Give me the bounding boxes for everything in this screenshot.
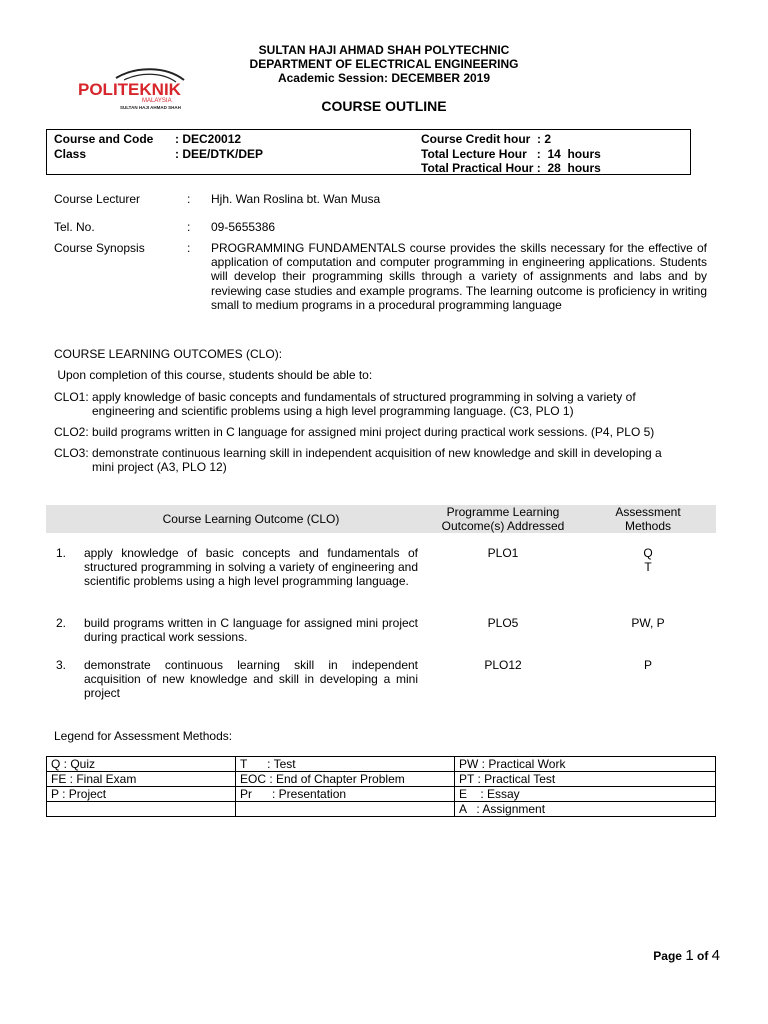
row3-plo: PLO12 xyxy=(484,658,522,672)
legend-cell: Pr : Presentation xyxy=(236,787,455,802)
row2-assessment: PW, P xyxy=(631,616,665,630)
legend-row xyxy=(47,787,716,802)
lecturer-label: Course Lecturer xyxy=(54,192,141,206)
row2-plo: PLO5 xyxy=(487,616,519,630)
header-clo: Course Learning Outcome (CLO) xyxy=(162,512,340,526)
row2-number: 2. xyxy=(56,616,67,630)
legend-cell: FE : Final Exam xyxy=(47,772,236,787)
row3-number: 3. xyxy=(56,658,67,672)
page-current: 1 xyxy=(685,947,694,964)
synopsis-label: Course Synopsis xyxy=(54,241,145,255)
tel-value: 09-5655386 xyxy=(211,220,276,234)
row1-text: apply knowledge of basic concepts and fundamentals of structured programming in solving a variety of engineering and scientific problems using a high level programming language. xyxy=(84,546,418,589)
row2-text: build programs written in C language for assigned mini project during practical work sessions. xyxy=(84,616,418,645)
academic-session: Academic Session: DECEMBER 2019 xyxy=(277,71,491,85)
legend-row xyxy=(47,802,716,817)
legend-cell: E : Essay xyxy=(455,787,716,802)
course-info-box xyxy=(46,129,691,175)
legend-cell: P : Project xyxy=(47,787,236,802)
row1-assessment-2: T xyxy=(644,560,652,574)
row3-text: demonstrate continuous learning skill in independent acquisition of new knowledge and skill in developing a mini project xyxy=(84,658,418,701)
lecture-hour: Total Lecture Hour : 14 hours xyxy=(421,147,601,161)
logo-subtitle: SULTAN HAJI AHMAD SHAH xyxy=(120,105,181,110)
legend-cell: EOC : End of Chapter Problem xyxy=(236,772,455,787)
header-plo-line1: Programme Learning xyxy=(446,505,560,519)
class-value: : DEE/DTK/DEP xyxy=(175,147,264,161)
legend-title: Legend for Assessment Methods: xyxy=(54,729,233,743)
synopsis-colon: : xyxy=(187,241,191,255)
clo3-line2: mini project (A3, PLO 12) xyxy=(92,460,227,474)
legend-row xyxy=(47,757,716,772)
legend-table xyxy=(46,756,716,817)
clo-intro: Upon completion of this course, students should be able to: xyxy=(54,368,373,382)
clo-table-header xyxy=(46,505,716,533)
logo-name: POLITEKNIK xyxy=(78,80,181,99)
logo-country: MALAYSIA xyxy=(142,98,172,104)
lecturer-colon: : xyxy=(187,192,191,206)
class-label: Class xyxy=(54,147,87,161)
clo-heading: COURSE LEARNING OUTCOMES (CLO): xyxy=(54,347,283,361)
header-plo-line2: Outcome(s) Addressed xyxy=(441,519,565,533)
politeknik-logo xyxy=(76,64,204,112)
clo2-line: CLO2: build programs written in C language for assigned mini project during practical work sessions. (P4, PLO 5) xyxy=(54,425,655,439)
legend-cell xyxy=(47,802,236,817)
lecturer-value: Hjh. Wan Roslina bt. Wan Musa xyxy=(211,192,381,206)
practical-hour: Total Practical Hour : 28 hours xyxy=(421,161,601,175)
legend-cell: PT : Practical Test xyxy=(455,772,716,787)
of-word: of xyxy=(693,949,712,963)
row3-assessment: P xyxy=(643,658,652,672)
header-am-line1: Assessment xyxy=(615,505,681,519)
page-title: COURSE OUTLINE xyxy=(321,98,447,114)
row1-plo: PLO1 xyxy=(487,546,519,560)
clo3-line1: CLO3: demonstrate continuous learning skill in independent acquisition of new knowledge and skill in developing a xyxy=(54,446,662,460)
department-name: DEPARTMENT OF ELECTRICAL ENGINEERING xyxy=(249,57,519,71)
page-total: 4 xyxy=(711,947,720,964)
legend-row xyxy=(47,772,716,787)
institution-name: SULTAN HAJI AHMAD SHAH POLYTECHNIC xyxy=(258,43,510,57)
page-word: Page xyxy=(653,949,686,963)
legend-cell: T : Test xyxy=(236,757,455,772)
header-am-line2: Methods xyxy=(624,519,672,533)
legend-cell: PW : Practical Work xyxy=(455,757,716,772)
tel-colon: : xyxy=(187,220,191,234)
legend-cell: Q : Quiz xyxy=(47,757,236,772)
page-number xyxy=(653,947,720,964)
course-code-value: : DEC20012 xyxy=(175,132,242,146)
tel-label: Tel. No. xyxy=(54,220,95,234)
legend-cell xyxy=(236,802,455,817)
clo1-line2: engineering and scientific problems using a high level programming language. (C3, PLO 1) xyxy=(92,404,574,418)
row1-number: 1. xyxy=(56,546,67,560)
synopsis-text: PROGRAMMING FUNDAMENTALS course provides the skills necessary for the effective of application of computation and computer programming in engineering applications. Students will develop their programming skills through a variety of assignments and labs and by reviewing case studies and example programs. The learning outcome is proficiency in writing small to medium programs in a procedural programming language xyxy=(211,241,707,312)
legend-cell: A : Assignment xyxy=(455,802,716,817)
clo1-line1: CLO1: apply knowledge of basic concepts and fundamentals of structured programming in solving a variety of xyxy=(54,390,636,404)
course-code-label: Course and Code xyxy=(54,132,154,146)
credit-hour: Course Credit hour : 2 xyxy=(421,132,552,146)
row1-assessment-1: Q xyxy=(643,546,653,560)
